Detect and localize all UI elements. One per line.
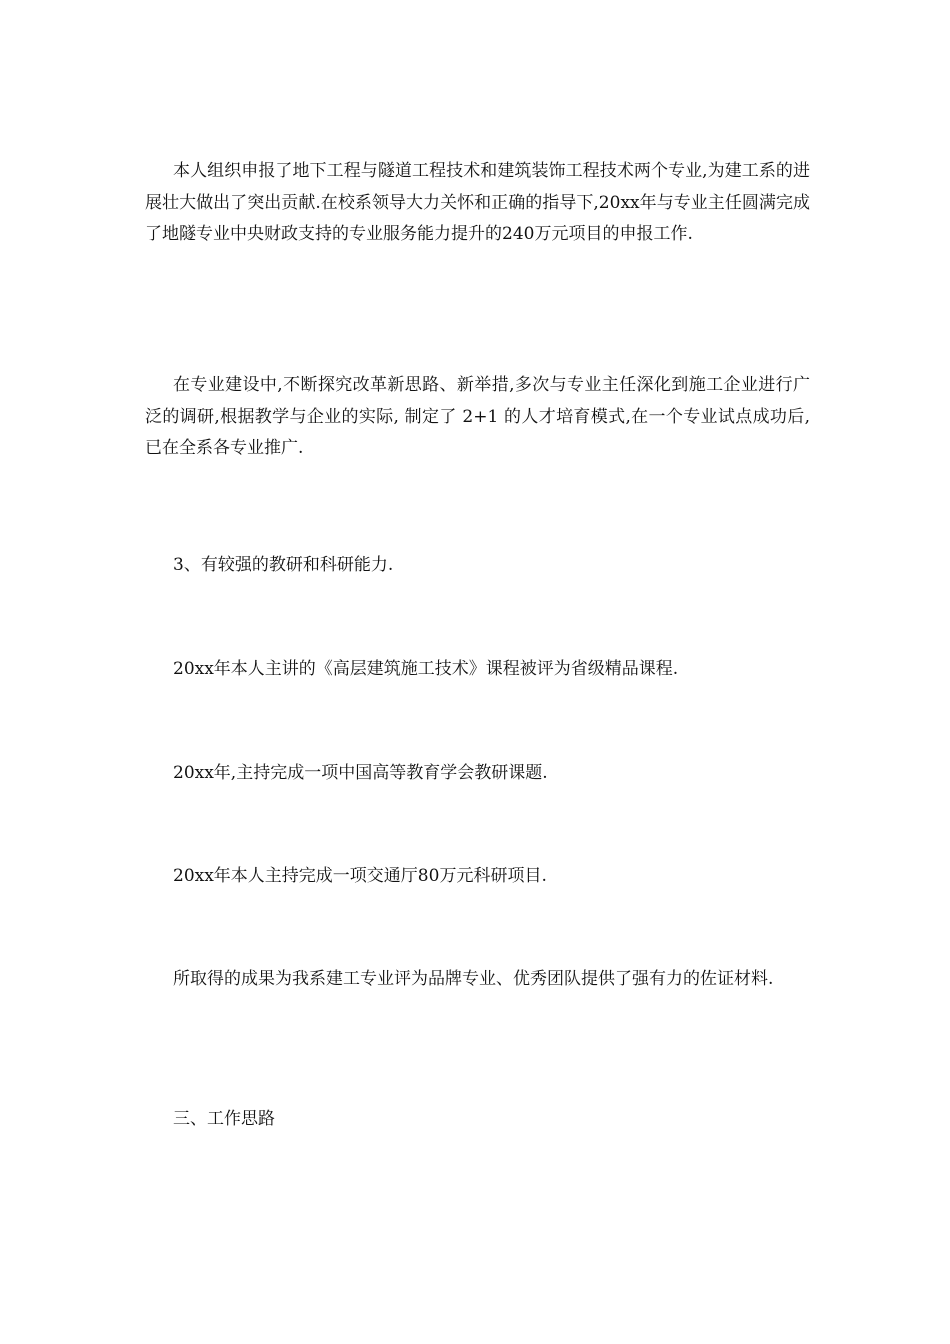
paragraph-program-reform: 在专业建设中,不断探究改革新思路、新举措,多次与专业主任深化到施工企业进行广泛的调研,根据教学与企业的实际, 制定了 2+1 的人才培育模式,在一个专业试点成功后,已在全系各专业推广. xyxy=(145,375,810,458)
paragraph-quality-course: 20xx年本人主讲的《高层建筑施工技术》课程被评为省级精品课程. xyxy=(173,659,679,679)
paragraph-scientific-research-project: 20xx年本人主持完成一项交通厅80万元科研项目. xyxy=(173,866,547,886)
paragraph-program-application: 本人组织申报了地下工程与隧道工程技术和建筑装饰工程技术两个专业,为建工系的进展壮大做出了突出贡献.在校系领导大力关怀和正确的指导下,20xx年与专业主任圆满完成了地隧专业中央财政支持的专业服务能力提升的240万元项目的申报工作. xyxy=(145,161,810,244)
paragraph-teaching-research-project: 20xx年,主持完成一项中国高等教育学会教研课题. xyxy=(173,763,548,783)
section-heading-research-ability: 3、有较强的教研和科研能力. xyxy=(173,555,394,575)
section-heading-work-ideas: 三、工作思路 xyxy=(173,1109,275,1129)
paragraph-achievements: 所取得的成果为我系建工专业评为品牌专业、优秀团队提供了强有力的佐证材料. xyxy=(173,969,774,989)
